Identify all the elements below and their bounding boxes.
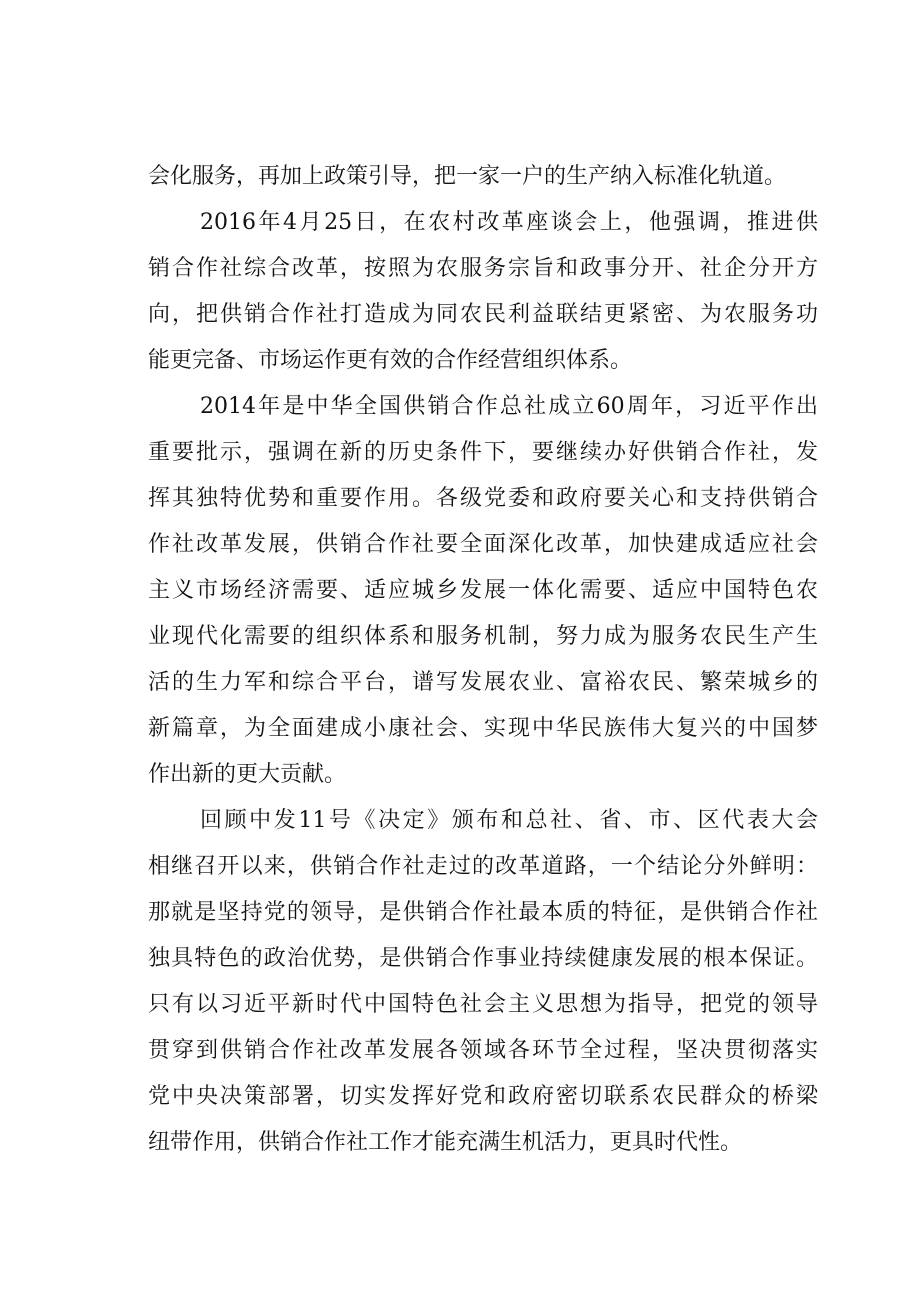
paragraph (148, 200, 818, 384)
text-line: 作出新的更大贡献。 (148, 762, 347, 787)
text-line: 纽带作用，供销合作社工作才能充满生机活力，更具时代性。 (148, 1130, 743, 1155)
text-line: 销合作社综合改革，按照为农服务宗旨和政事分开、社企分开方 (148, 256, 818, 281)
text-line: 那就是坚持党的领导，是供销合作社最本质的特征，是供销合作社 (148, 900, 818, 925)
text-line: 回顾中发11号《决定》颁布和总社、省、市、区代表大会 (200, 808, 818, 833)
text-line: 贯穿到供销合作社改革发展各领域各环节全过程，坚决贯彻落实 (148, 1038, 818, 1063)
text-line: 重要批示，强调在新的历史条件下，要继续办好供销合作社，发 (148, 440, 818, 465)
text-line: 相继召开以来，供销合作社走过的改革道路，一个结论分外鲜明： (148, 854, 818, 879)
text-line: 2016年4月25日，在农村改革座谈会上，他强调，推进供 (200, 210, 818, 235)
text-line: 主义市场经济需要、适应城乡发展一体化需要、适应中国特色农 (148, 578, 818, 603)
text-line: 党中央决策部署，切实发挥好党和政府密切联系农民群众的桥梁 (148, 1084, 818, 1109)
text-line: 业现代化需要的组织体系和服务机制，努力成为服务农民生产生 (148, 624, 818, 649)
text-line: 独具特色的政治优势，是供销合作事业持续健康发展的根本保证。 (148, 946, 818, 971)
text-line: 活的生力军和综合平台，谱写发展农业、富裕农民、繁荣城乡的 (148, 670, 818, 695)
text-line: 2014年是中华全国供销合作总社成立60周年，习近平作出 (200, 394, 818, 419)
document-body (148, 154, 818, 1166)
text-line: 向，把供销合作社打造成为同农民利益联结更紧密、为农服务功 (148, 302, 818, 327)
paragraph (148, 154, 818, 200)
paragraph (148, 798, 818, 1166)
text-line: 会化服务，再加上政策引导，把一家一户的生产纳入标准化轨道。 (148, 164, 787, 189)
paragraph (148, 384, 818, 798)
text-line: 只有以习近平新时代中国特色社会主义思想为指导，把党的领导 (148, 992, 818, 1017)
text-line: 新篇章，为全面建成小康社会、实现中华民族伟大复兴的中国梦 (148, 716, 818, 741)
text-line: 能更完备、市场运作更有效的合作经营组织体系。 (148, 348, 633, 373)
text-line: 作社改革发展，供销合作社要全面深化改革，加快建成适应社会 (148, 532, 818, 557)
text-line: 挥其独特优势和重要作用。各级党委和政府要关心和支持供销合 (148, 486, 818, 511)
